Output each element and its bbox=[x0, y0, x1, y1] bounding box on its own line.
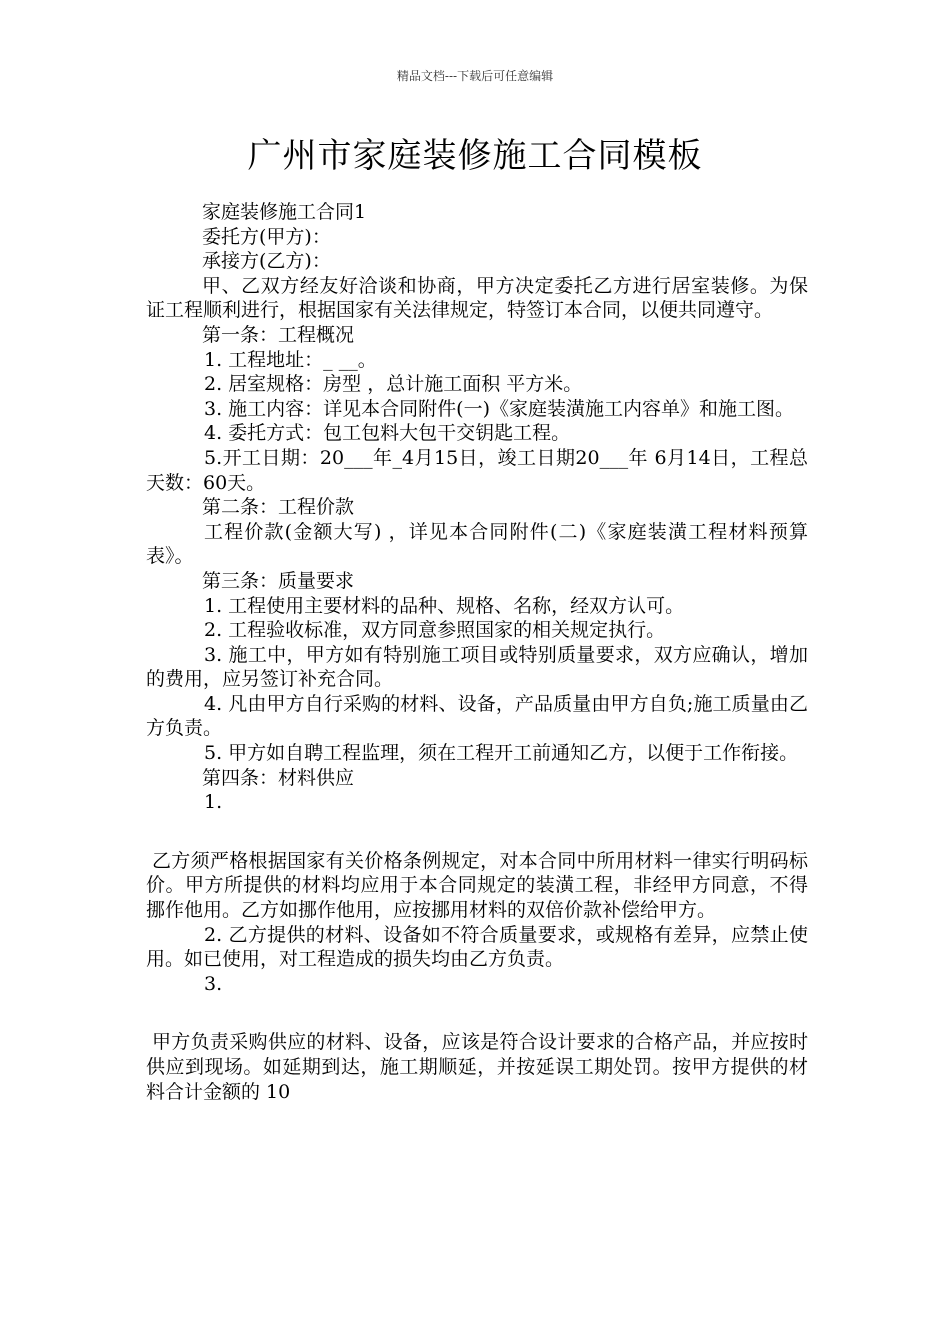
paragraph: 4. 委托方式：包工包料大包干交钥匙工程。 bbox=[204, 422, 571, 445]
section-heading: 第三条：质量要求 bbox=[202, 569, 355, 592]
paragraph: 4. 凡由甲方自行采购的材料、设备，产品质量由甲方自负;施工质量由乙方负责。 bbox=[146, 692, 808, 740]
paragraph: 2. 居室规格：房型 ，总计施工面积 平方米。 bbox=[204, 373, 583, 396]
document-title: 广州市家庭装修施工合同模板 bbox=[247, 136, 703, 176]
paragraph: 3. 施工内容：详见本合同附件(一)《家庭装潢施工内容单》和施工图。 bbox=[204, 397, 794, 420]
paragraph: 甲、乙双方经友好洽谈和协商，甲方决定委托乙方进行居室装修。为保证工程顺利进行，根据国家有关法律规定，特签订本合同，以便共同遵守。 bbox=[146, 274, 808, 322]
paragraph: 5.开工日期：20___年_4月15日，竣工日期20___年 6月14日，工程总天数：60天。 bbox=[146, 446, 808, 494]
paragraph: 1. 工程地址：_ __。 bbox=[204, 348, 377, 371]
spacer bbox=[146, 996, 808, 1030]
paragraph: 甲方负责采购供应的材料、设备，应该是符合设计要求的合格产品，并应按时供应到现场。如延期到达，施工期顺延，并按延误工期处罚。按甲方提供的材料合计金额的 10 bbox=[146, 1031, 808, 1103]
section-heading: 第四条：材料供应 bbox=[202, 766, 355, 789]
paragraph: 1. 工程使用主要材料的品种、规格、名称，经双方认可。 bbox=[204, 594, 685, 617]
section-heading: 第二条：工程价款 bbox=[202, 496, 355, 519]
paragraph: 工程价款(金额大写) ，详见本合同附件(二)《家庭装潢工程材料预算表》。 bbox=[146, 520, 808, 568]
paragraph: 委托方(甲方)： bbox=[202, 225, 331, 248]
paragraph: 5. 甲方如自聘工程监理，须在工程开工前通知乙方，以便于工作衔接。 bbox=[204, 742, 799, 765]
paragraph: 2. 工程验收标准，双方同意参照国家的相关规定执行。 bbox=[204, 619, 666, 642]
paragraph: 2. 乙方提供的材料、设备如不符合质量要求，或规格有差异，应禁止使用。如已使用，对工程造成的损失均由乙方负责。 bbox=[146, 923, 808, 971]
paragraph: 家庭装修施工合同1 bbox=[202, 201, 367, 223]
section-heading: 第一条：工程概况 bbox=[202, 323, 355, 346]
page-header: 精品文档---下载后可任意编辑 bbox=[396, 69, 554, 83]
spacer bbox=[146, 815, 808, 849]
paragraph: 承接方(乙方)： bbox=[202, 250, 331, 273]
document-body bbox=[146, 200, 808, 1104]
paragraph: 3. bbox=[204, 972, 223, 995]
paragraph: 3. 施工中，甲方如有特别施工项目或特别质量要求，双方应确认，增加的费用，应另签订补充合同。 bbox=[146, 643, 808, 691]
paragraph: 乙方须严格根据国家有关价格条例规定，对本合同中所用材料一律实行明码标价。甲方所提供的材料均应用于本合同规定的装潢工程，非经甲方同意，不得挪作他用。乙方如挪作他用，应按挪用材料的双倍价款补偿给甲方。 bbox=[146, 849, 808, 922]
paragraph: 1. bbox=[204, 791, 223, 814]
